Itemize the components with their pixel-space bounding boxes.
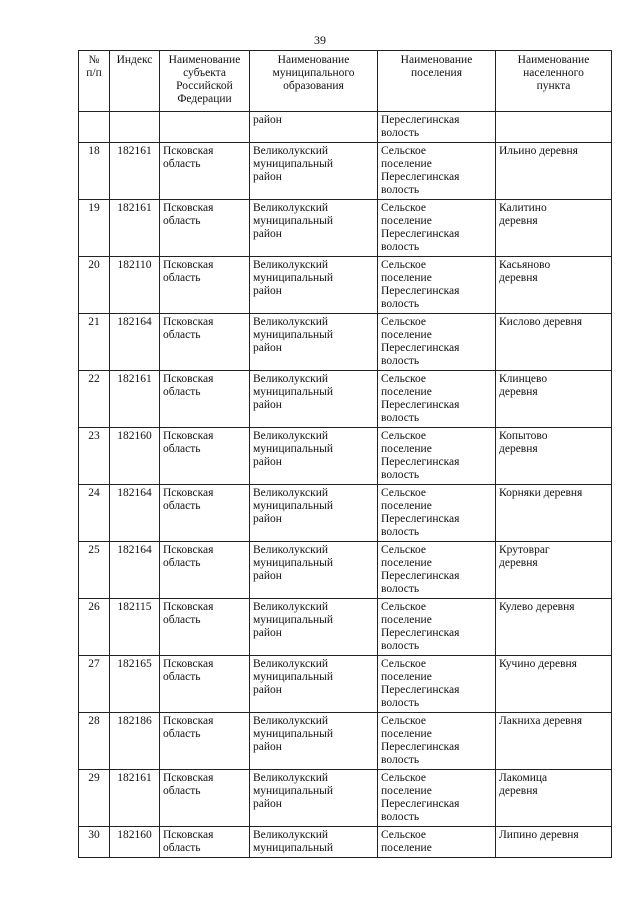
cell-settlement: Переслегинская волость: [378, 112, 496, 143]
cell-subject: Псковская область: [160, 428, 250, 485]
cell-municipality: Великолукский муниципальный район: [250, 542, 378, 599]
cell-municipality: Великолукский муниципальный район: [250, 428, 378, 485]
cell-municipality: Великолукский муниципальный район: [250, 371, 378, 428]
page-number: 39: [314, 33, 326, 47]
cell-subject: Псковская область: [160, 713, 250, 770]
table-row: [79, 314, 612, 371]
table-row: [79, 371, 612, 428]
cell-locality: Касьяново деревня: [496, 257, 612, 314]
cell-municipality: район: [250, 112, 378, 143]
cell-subject: Псковская область: [160, 827, 250, 858]
cell-locality: Лакниха деревня: [496, 713, 612, 770]
table-row: [79, 599, 612, 656]
table-row-continuation: [79, 112, 612, 143]
cell-subject: Псковская область: [160, 143, 250, 200]
cell-index: 182186: [110, 713, 160, 770]
cell-locality: Липино деревня: [496, 827, 612, 858]
header-subject: Наименование субъекта Российской Федерации: [160, 51, 250, 112]
cell-settlement: Сельское поселение Переслегинская волость: [378, 314, 496, 371]
cell-locality: Ильино деревня: [496, 143, 612, 200]
header-index: Индекс: [110, 51, 160, 112]
cell-index: 182110: [110, 257, 160, 314]
table-header-row: [79, 51, 612, 112]
cell-subject: [160, 112, 250, 143]
header-locality: Наименование населенного пункта: [496, 51, 612, 112]
table-row: [79, 485, 612, 542]
cell-index: 182164: [110, 542, 160, 599]
cell-number: 26: [79, 599, 110, 656]
cell-index: 182164: [110, 314, 160, 371]
cell-municipality: Великолукский муниципальный район: [250, 143, 378, 200]
cell-settlement: Сельское поселение Переслегинская волость: [378, 428, 496, 485]
table-row: [79, 257, 612, 314]
table-row: [79, 542, 612, 599]
cell-settlement: Сельское поселение Переслегинская волость: [378, 143, 496, 200]
cell-index: 182160: [110, 827, 160, 858]
cell-municipality: Великолукский муниципальный район: [250, 200, 378, 257]
cell-subject: Псковская область: [160, 200, 250, 257]
cell-settlement: Сельское поселение Переслегинская волость: [378, 770, 496, 827]
table-row: [79, 770, 612, 827]
cell-number: 25: [79, 542, 110, 599]
header-number: № п/п: [79, 51, 110, 112]
header-settlement: Наименование поселения: [378, 51, 496, 112]
cell-index: 182115: [110, 599, 160, 656]
cell-number: 30: [79, 827, 110, 858]
cell-number: [79, 112, 110, 143]
cell-municipality: Великолукский муниципальный: [250, 827, 378, 858]
cell-locality: Кучино деревня: [496, 656, 612, 713]
cell-settlement: Сельское поселение Переслегинская волость: [378, 713, 496, 770]
cell-number: 21: [79, 314, 110, 371]
cell-locality: Кулево деревня: [496, 599, 612, 656]
cell-index: 182161: [110, 200, 160, 257]
cell-subject: Псковская область: [160, 542, 250, 599]
cell-index: 182161: [110, 770, 160, 827]
cell-locality: Лакомица деревня: [496, 770, 612, 827]
cell-locality: Копытово деревня: [496, 428, 612, 485]
cell-locality: [496, 112, 612, 143]
cell-index: 182161: [110, 143, 160, 200]
cell-municipality: Великолукский муниципальный район: [250, 314, 378, 371]
header-municipality: Наименование муниципального образования: [250, 51, 378, 112]
cell-number: 20: [79, 257, 110, 314]
cell-index: [110, 112, 160, 143]
cell-locality: Крутовраг деревня: [496, 542, 612, 599]
cell-municipality: Великолукский муниципальный район: [250, 656, 378, 713]
table-row: [79, 827, 612, 858]
settlements-table: [78, 50, 612, 858]
cell-municipality: Великолукский муниципальный район: [250, 713, 378, 770]
cell-index: 182161: [110, 371, 160, 428]
cell-subject: Псковская область: [160, 371, 250, 428]
cell-index: 182164: [110, 485, 160, 542]
cell-subject: Псковская область: [160, 485, 250, 542]
cell-subject: Псковская область: [160, 656, 250, 713]
cell-index: 182165: [110, 656, 160, 713]
cell-settlement: Сельское поселение Переслегинская волость: [378, 599, 496, 656]
cell-number: 29: [79, 770, 110, 827]
cell-number: 22: [79, 371, 110, 428]
cell-number: 18: [79, 143, 110, 200]
cell-locality: Клинцево деревня: [496, 371, 612, 428]
cell-settlement: Сельское поселение Переслегинская волость: [378, 656, 496, 713]
cell-settlement: Сельское поселение Переслегинская волость: [378, 485, 496, 542]
cell-index: 182160: [110, 428, 160, 485]
cell-number: 27: [79, 656, 110, 713]
cell-number: 24: [79, 485, 110, 542]
cell-subject: Псковская область: [160, 599, 250, 656]
cell-number: 19: [79, 200, 110, 257]
cell-municipality: Великолукский муниципальный район: [250, 485, 378, 542]
table-row: [79, 428, 612, 485]
cell-municipality: Великолукский муниципальный район: [250, 257, 378, 314]
cell-municipality: Великолукский муниципальный район: [250, 599, 378, 656]
cell-subject: Псковская область: [160, 770, 250, 827]
table-row: [79, 200, 612, 257]
cell-number: 28: [79, 713, 110, 770]
cell-settlement: Сельское поселение Переслегинская волость: [378, 257, 496, 314]
cell-settlement: Сельское поселение Переслегинская волость: [378, 371, 496, 428]
cell-subject: Псковская область: [160, 314, 250, 371]
table-row: [79, 143, 612, 200]
cell-municipality: Великолукский муниципальный район: [250, 770, 378, 827]
cell-number: 23: [79, 428, 110, 485]
cell-locality: Кислово деревня: [496, 314, 612, 371]
cell-settlement: Сельское поселение Переслегинская волость: [378, 542, 496, 599]
cell-settlement: Сельское поселение: [378, 827, 496, 858]
table-row: [79, 713, 612, 770]
cell-settlement: Сельское поселение Переслегинская волость: [378, 200, 496, 257]
cell-subject: Псковская область: [160, 257, 250, 314]
table-row: [79, 656, 612, 713]
cell-locality: Корняки деревня: [496, 485, 612, 542]
cell-locality: Калитино деревня: [496, 200, 612, 257]
